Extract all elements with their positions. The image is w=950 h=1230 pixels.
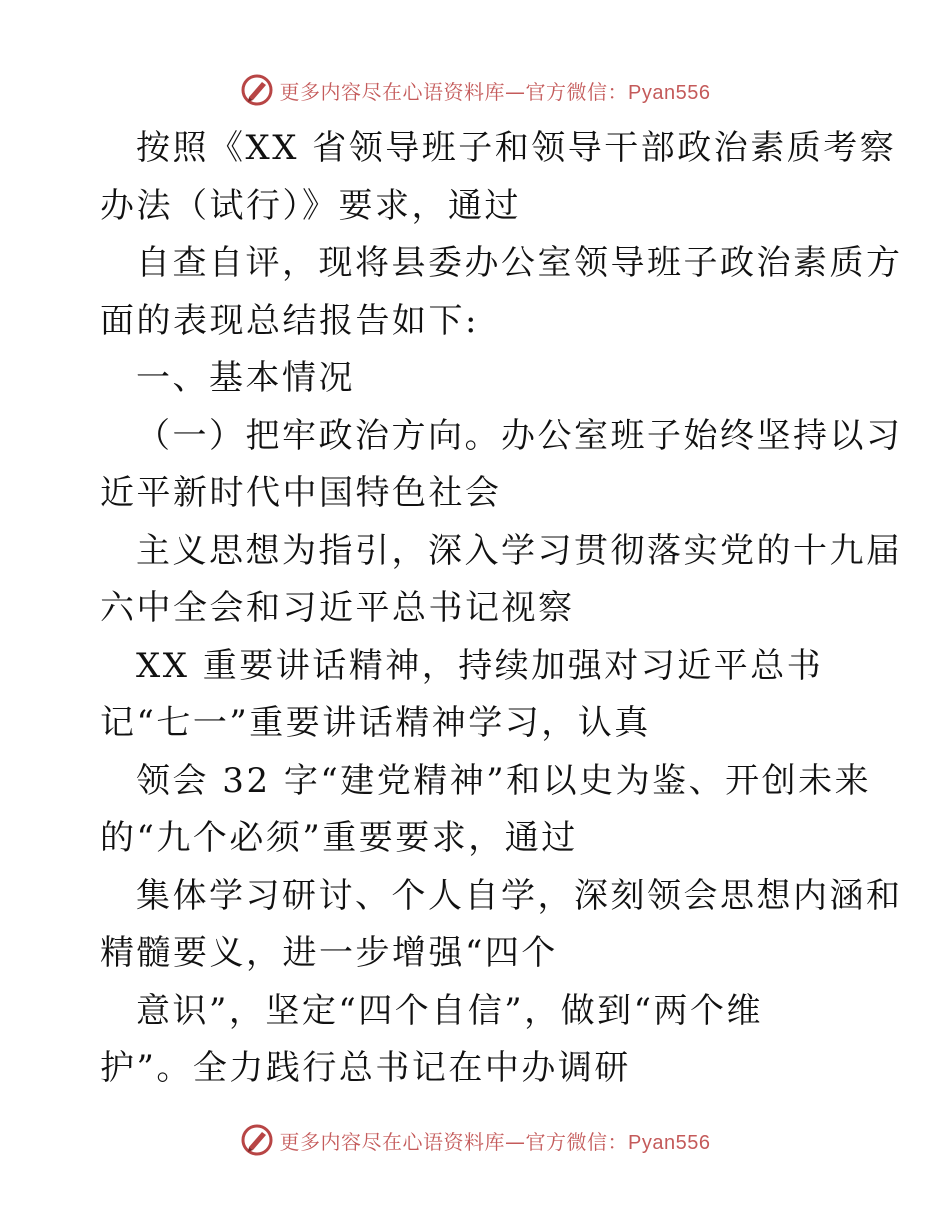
- header-watermark: [0, 70, 950, 110]
- body-line: 领会 32 字“建党精神”和以史为鉴、开创未来: [136, 760, 872, 801]
- body-line: 主义思想为指引，深入学习贯彻落实党的十九届: [136, 530, 903, 571]
- logo-icon: [240, 73, 274, 107]
- body-line: 护”。全力践行总书记在中办调研: [100, 1048, 631, 1088]
- watermark-text: [280, 76, 711, 105]
- body-line: （一）把牢政治方向。办公室班子始终坚持以习: [136, 415, 903, 456]
- body-line: 记“七一”重要讲话精神学习，认真: [100, 703, 651, 743]
- body-line: 意识”，坚定“四个自信”，做到“两个维: [136, 990, 764, 1031]
- body-line: XX 重要讲话精神，持续加强对习近平总书: [136, 645, 824, 686]
- watermark-text: [280, 1126, 711, 1155]
- watermark-id: Pyan556: [628, 1131, 711, 1154]
- watermark-label: 更多内容尽在心语资料库—官方微信：: [279, 79, 629, 104]
- logo-icon: [240, 1123, 274, 1157]
- watermark-label: 更多内容尽在心语资料库—官方微信：: [279, 1129, 629, 1154]
- body-line: 集体学习研讨、个人自学，深刻领会思想内涵和: [136, 875, 903, 916]
- body-line: 面的表现总结报告如下:: [100, 300, 479, 341]
- watermark-id: Pyan556: [628, 81, 711, 104]
- body-line: 自查自评，现将县委办公室领导班子政治素质方: [136, 243, 903, 283]
- body-line: 近平新时代中国特色社会: [100, 473, 502, 513]
- body-line: 的“九个必须”重要要求，通过: [100, 818, 578, 858]
- body-line: 六中全会和习近平总书记视察: [100, 588, 575, 628]
- body-line: 按照《XX 省领导班子和领导干部政治素质考察: [136, 128, 897, 168]
- footer-watermark: [0, 1120, 950, 1160]
- body-line: 办法（试行）》要求，通过: [100, 185, 521, 226]
- body-line: 精髓要义，进一步增强“四个: [100, 933, 558, 973]
- document-body: [100, 120, 903, 1098]
- body-line: 一、基本情况: [136, 358, 355, 398]
